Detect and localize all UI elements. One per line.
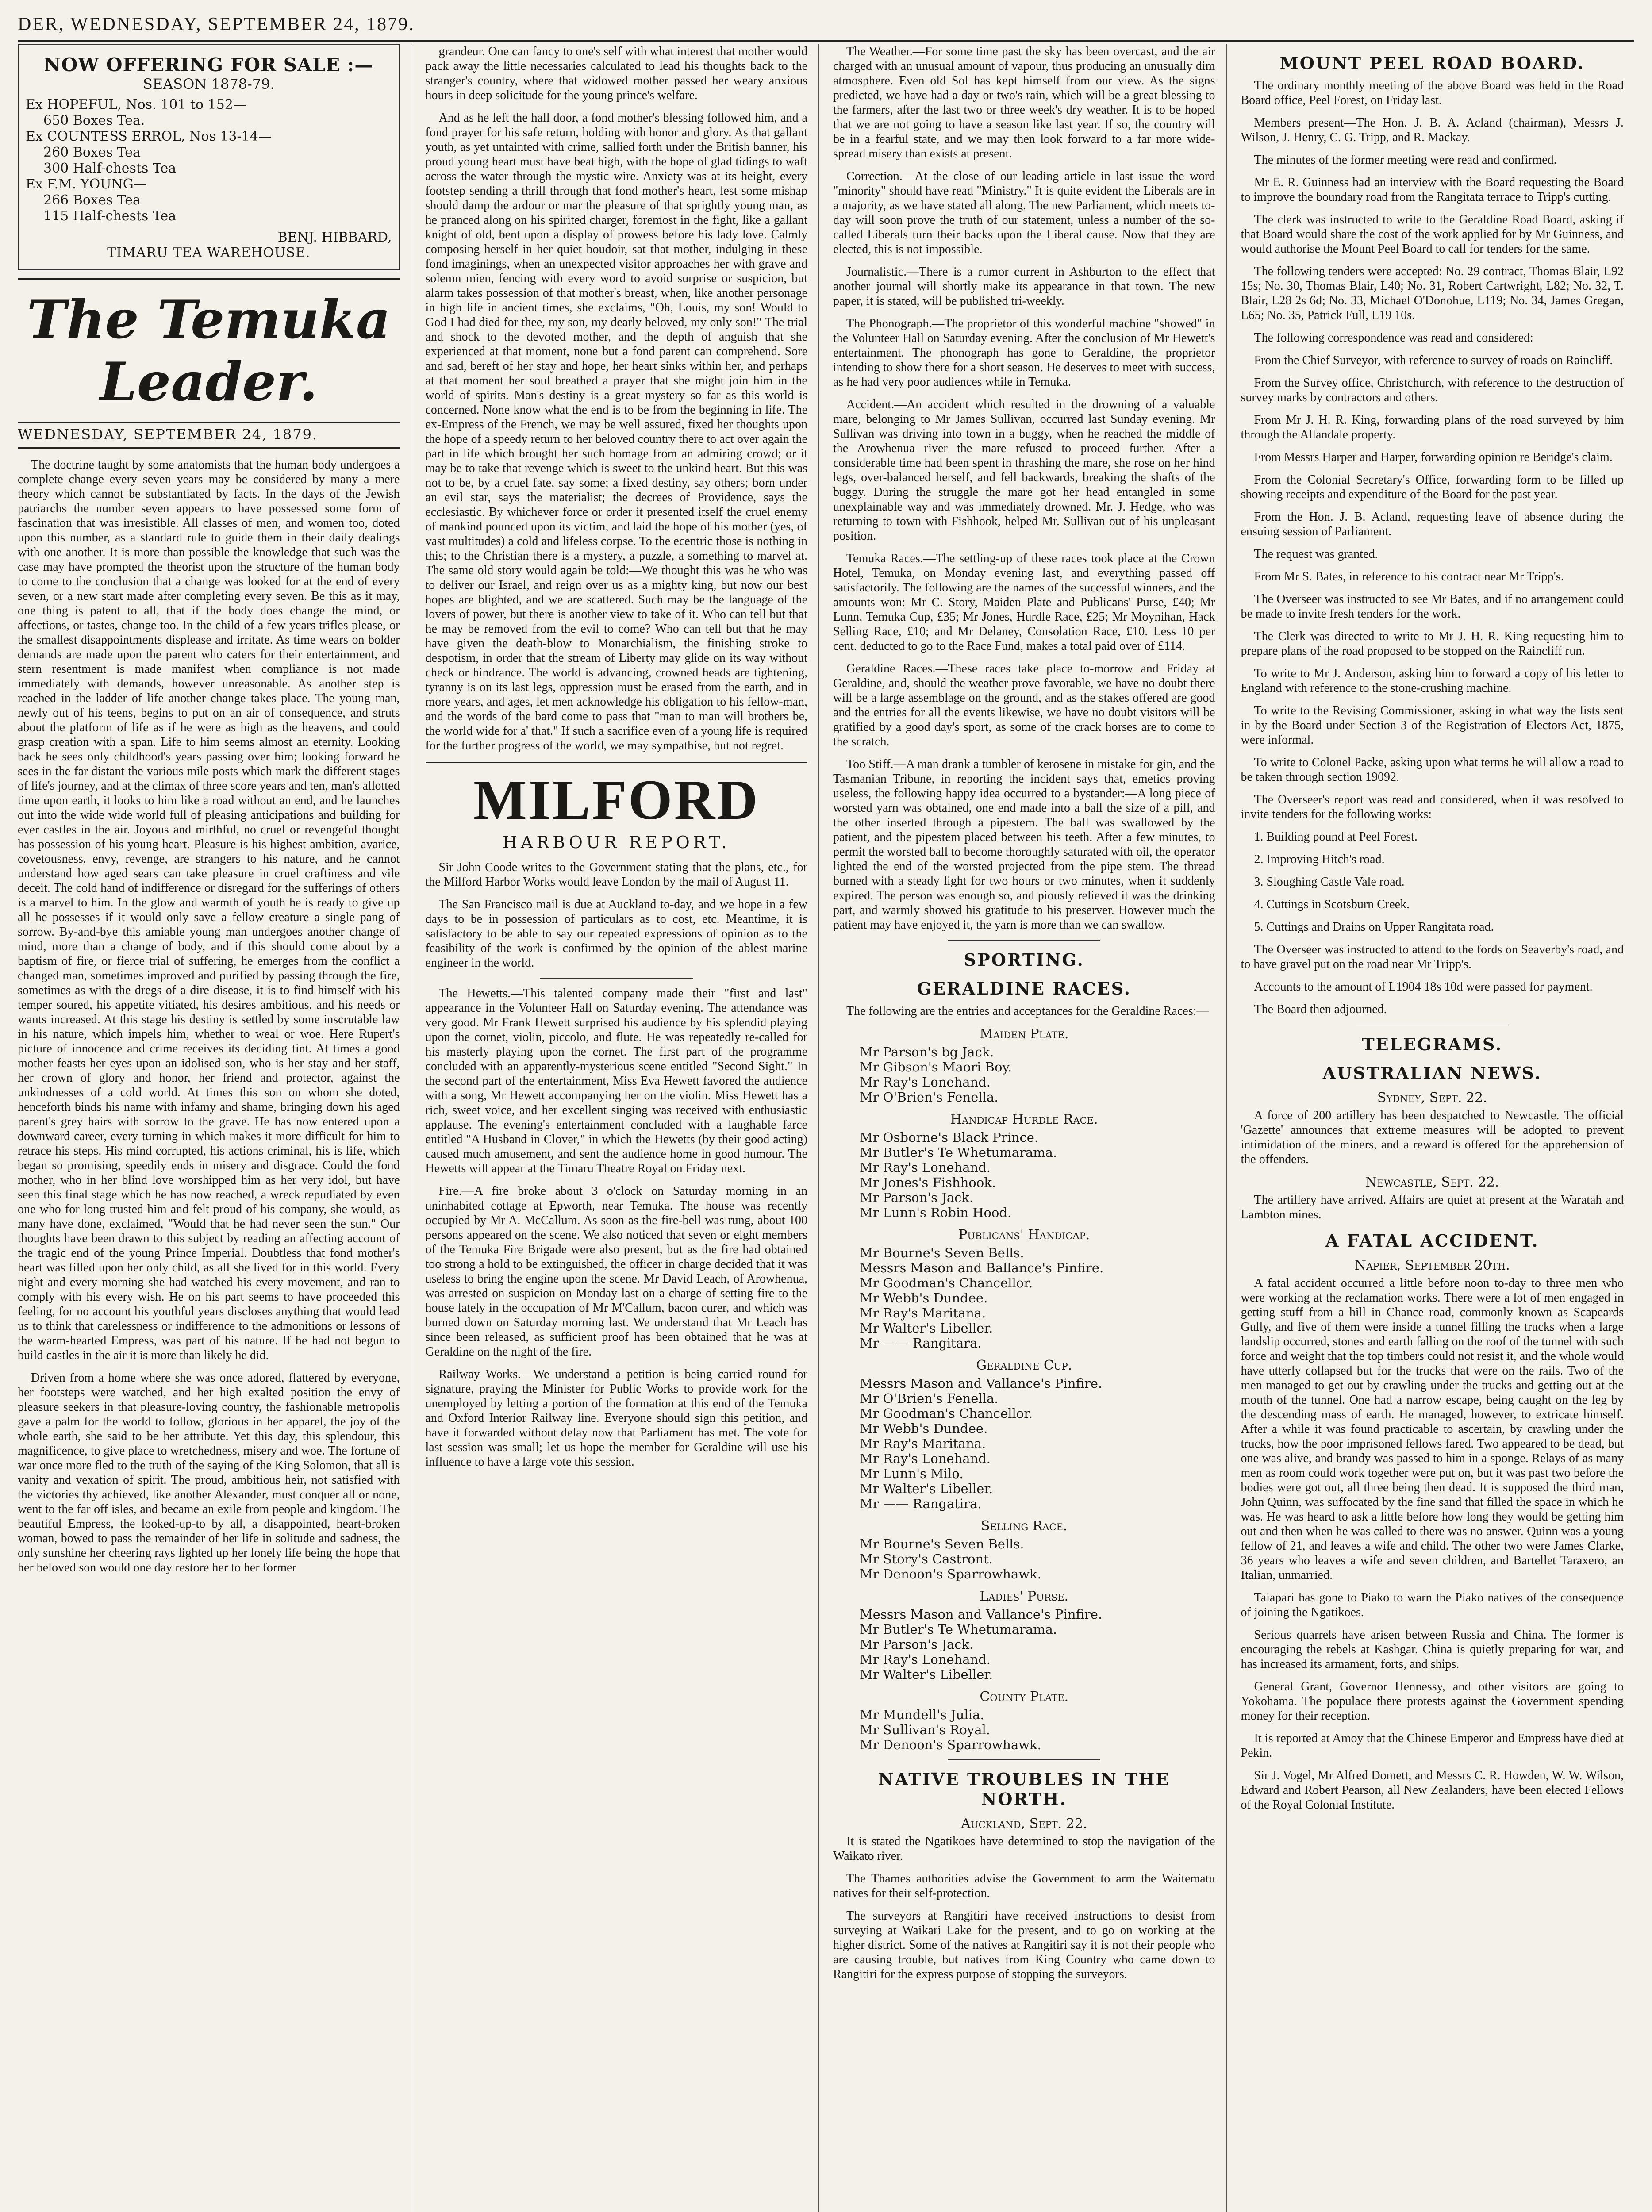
running-head-text: DER, WEDNESDAY, SEPTEMBER 24, 1879. [18, 14, 415, 35]
board-paragraph: The request was granted. [1254, 547, 1378, 561]
board-paragraph: 5. Cuttings and Drains on Upper Rangitata road. [1254, 920, 1494, 934]
board-paragraph: From the Colonial Secretary's Office, forwarding form to be filled up showing receipts and expenditure of the Board for the past year. [1241, 473, 1624, 501]
race-entry: Mr Bourne's Seven Bells. [860, 1245, 1024, 1260]
race-block [833, 1518, 1215, 1582]
leader-paragraph: The doctrine taught by some anatomists that the human body undergoes a complete change every seven years may be considered by many a mere theory which cannot be substantiated by facts. In the days of the Jewish patriarchs the number seven appears to have possessed some form of fascination that was irresistible. All classes of men, and women too, doted upon this number, as a standard rule to guide them in their daily dealings with one another. It is more than possible the knowledge that such was the case may have prompted the theorist upon the structure of the human body to come to the conclusion that a change was looked for at the end of every seven, or a new start made after completing every seven. Be this as it may, one thing is patent to all, that if the body does change the mind, or affections, or tastes, change too. In the child of a few years trifles please, or the smallest disappointments displease and irritate. As time wears on bolder demands are made upon the parent who caters for their entertainment, and stern resentment is made manifest when compliance is not made immediately with demands, however unreasonable. As another step is reached in the ladder of life another change takes place. The young man, newly out of his teens, begins to put on an air of consequence, and struts about the platform of life as if he were as high as the heavens, and could grasp creation with a span. Life to him seems almost an eternity. Looking back he sees only childhood's years passing over him; looking forward he sees in the far distant the various mile posts which mark the different stages of life's journey, and at the climax of three score years and ten, man's allotted time upon earth, it looks to him like a road without an end, and he launches out into the wide wide world full of pleasing anticipations and building for ever castles in the air. Joyous and mirthful, no cruel or revengeful thought has possession of his young heart. Pleasure is his highest ambition, avarice, covetousness, envy, revenge, are strangers to his nature, and he cannot understand how aged sears can take pleasure in cruel craftiness and vile deceit. The cold hand of indifference or disregard for the sufferings of others is a marvel to him. In the glow and warmth of youth he is ready to give up all he possesses if it would only save a fellow creature a single pang of sorrow. By-and-bye this amiable young man undergoes another change of mind, more than a change of body, and if this should come about by a baptism of fire, or fierce trial of suffering, he emerges from the conflict a changed man, sometimes improved and purified by passing through the fire, sometimes as with the dregs of a dire disease, it is to find himself with his temper soured, his appetite vitiated, his desires ambitious, and his needs or wants increased. At this stage his destiny is settled by some inscrutable law in his nature, which impels him, whether to weal or woe. Here Rupert's picture of innocence and crime receives its deciding tint. At times a good mother feasts her eyes upon an idolised son, who is her stay and her staff, her crown of glory and honor, her friend and protector, against the unkindnesses of a cold world. At times this son on whom she doted, henceforth binds his name with infamy and shame, bringing down his aged parent's grey hairs with sorrow to the grave. He has now entered upon a downward career, every turning in which makes it more difficult for him to retrace his steps. His mind corrupted, his actions criminal, his is life, which began so promising, speedily ends in misery and disgrace. Could the fond mother, who in her blind love worshipped him as her very idol, but have seen this final stage which he has now reached, a wreck repudiated by even one who for long trusted him and felt proud of his company, she would, as many have done, exclaimed, "Would that he had never seen the sun." Our thoughts have been drawn to this subject by reading an affecting account of the tragic end of the young Prince Imperial. Doubtless that fond mother's heart was filled upon her only child, as all she lived for in this world. Every night and every morning she had watched his every movement, and ran to comply with his every wish. He on his part seems to have proceeded this feeling, for no account his youthful years discloses anything that would lead us to think that carelessness or indifference to the admonitions or lessons of the warm-hearted Empress, was part of his nature. If he had not begun to build castles in the air it is more than likely he did. [18, 458, 400, 1362]
board-paragraph: 4. Cuttings in Scotsburn Creek. [1254, 898, 1410, 911]
board-paragraph: From the Hon. J. B. Acland, requesting leave of absence during the ensuing session of Parliament. [1241, 510, 1624, 538]
race-entry: Mr Mundell's Julia. [860, 1707, 984, 1722]
native-dateline: Auckland, Sept. 22. [961, 1816, 1087, 1832]
telegram-paragraph: A force of 200 artillery has been despatched to Newcastle. The official 'Gazette' announces that extreme measures will be adopted to prevent intimidation of the miners, and a reward is offered for the apprehension of the offenders. [1241, 1109, 1624, 1166]
column-2 [426, 44, 819, 2212]
advert-line: 266 Boxes Tea [43, 192, 141, 208]
board-paragraph: Mr E. R. Guinness had an interview with the Board requesting the Board to improve the boundary road from the Rangitata terrace to Tripp's cutting. [1241, 176, 1624, 204]
race-entry: Mr Denoon's Sparrowhawk. [860, 1737, 1041, 1752]
accident-paragraph: Taiapari has gone to Piako to warn the Piako natives of the consequence of joining the Ngatikoes. [1241, 1591, 1624, 1619]
board-paragraph: The Overseer's report was read and considered, when it was resolved to invite tenders for the following works: [1241, 793, 1624, 821]
column-1 [18, 44, 411, 2212]
race-entry: Mr Ray's Lonehand. [860, 1075, 991, 1090]
telegram-paragraph: The artillery have arrived. Affairs are quiet at present at the Waratah and Lambton mines. [1241, 1193, 1624, 1221]
board-paragraph: Members present—The Hon. J. B. A. Acland (chairman), Messrs J. Wilson, J. Henry, C. G. Tripp, and R. Mackay. [1241, 116, 1624, 144]
board-paragraph: The Overseer was instructed to attend to the fords on Seaverby's road, and to have gravel put on the road near Mr Tripp's. [1241, 943, 1624, 971]
sporting-title: SPORTING. [964, 950, 1084, 970]
board-paragraph: The minutes of the former meeting were read and confirmed. [1254, 153, 1557, 167]
race-name: Maiden Plate. [980, 1026, 1069, 1042]
tea-advert [18, 44, 400, 270]
masthead-date: WEDNESDAY, SEPTEMBER 24, 1879. [18, 426, 400, 449]
race-entry: Messrs Mason and Ballance's Pinfire. [860, 1260, 1104, 1275]
news-paragraph: Correction.—At the close of our leading article in last issue the word "minority" should have read "Ministry." It is quite evident the Liberals are in a majority, as we have stated all along. The new Parliament, which meets to-day will soon prove the truth of our statement, unless a number of the so-called Liberals turn their backs upon the Liberal cause. Now that they are elected, this is not impossible. [833, 169, 1215, 256]
leader-paragraph: grandeur. One can fancy to one's self with what interest that mother would pack away the little necessaries calculated to lead his thoughts back to the stranger's country, where that widowed mother passed her weary anxious hours in deep solicitude for the young prince's welfare. [425, 45, 807, 102]
board-paragraph: 2. Improving Hitch's road. [1254, 853, 1385, 866]
masthead-title: The Temuka Leader. [18, 278, 400, 423]
column-3 [833, 44, 1227, 2212]
race-block [833, 1689, 1215, 1752]
race-entry: Mr O'Brien's Fenella. [860, 1391, 999, 1406]
running-head [18, 9, 1634, 42]
native-troubles-title: NATIVE TROUBLES IN THE NORTH. [878, 1769, 1170, 1809]
race-block [833, 1358, 1215, 1511]
race-name: Geraldine Cup. [976, 1358, 1072, 1373]
native-paragraph: The surveyors at Rangitiri have received instructions to desist from surveying at Waikari Lake for the present, and to go on working at the higher district. Some of the natives at Rangitiri say it is not their people who are causing trouble, but natives from King Country who came down to Rangitiri for the express purpose of stopping the surveyors. [833, 1909, 1215, 1981]
board-paragraph: 1. Building pound at Peel Forest. [1254, 830, 1418, 844]
race-entry: Mr Butler's Te Whetumarama. [860, 1622, 1057, 1637]
advert-signature: BENJ. HIBBARD, [277, 230, 392, 245]
race-entry: Mr Lunn's Robin Hood. [860, 1205, 1012, 1220]
race-entry: Messrs Mason and Vallance's Pinfire. [860, 1607, 1103, 1622]
race-block [833, 1589, 1215, 1682]
accident-paragraph: Serious quarrels have arisen between Russia and China. The former is encouraging the rebels at Kashgar. China is quietly preparing for war, and has increased its armament, forts, and ships. [1241, 1628, 1624, 1671]
advert-line: 115 Half-chests Tea [43, 208, 177, 224]
accident-paragraph: It is reported at Amoy that the Chinese Emperor and Empress have died at Pekin. [1241, 1732, 1624, 1760]
race-entry: Mr Parson's bg Jack. [860, 1045, 994, 1060]
race-entry: Mr O'Brien's Fenella. [860, 1090, 999, 1105]
race-block [833, 1026, 1215, 1105]
board-paragraph: 3. Sloughing Castle Vale road. [1254, 875, 1405, 889]
divider [948, 1759, 1100, 1760]
board-paragraph: The Board then adjourned. [1254, 1002, 1387, 1016]
accident-paragraph: General Grant, Governor Hennessy, and other visitors are going to Yokohama. The populace there protests against the Government spending money for their reception. [1241, 1680, 1624, 1723]
accident-paragraph: Sir J. Vogel, Mr Alfred Domett, and Messrs C. R. Howden, W. W. Wilson, Edward and Robert Pearson, all New Zealanders, have been elected Fellows of the Royal Colonial Institute. [1241, 1769, 1624, 1812]
news-paragraph: The Phonograph.—The proprietor of this wonderful machine "showed" in the Volunteer Hall on Saturday evening. After the conclusion of Mr Hewett's entertainment. The phonograph has gone to Geraldine, the proprietor intending to show there for a short season. He deserves to meet with success, as he had very poor audiences while in Temuka. [833, 317, 1215, 389]
milford-paragraph: Sir John Coode writes to the Government stating that the plans, etc., for the Milford Harbor Works would leave London by the mail of August 11. [425, 860, 807, 889]
race-entry: Mr Goodman's Chancellor. [860, 1406, 1033, 1421]
race-entry: Mr Sullivan's Royal. [860, 1722, 991, 1737]
news-paragraph: The Weather.—For some time past the sky has been overcast, and the air charged with an unusual amount of vapour, thus producing an unusually dim atmosphere. Even old Sol has kept himself from our view. As the signs predicted, we have had a day or two's rain, which will be a great blessing to the farmers, after the last two or three week's dry weather. It is to be hoped that we are not going to have a season like last year. If so, the country will be in a fearful state, and we may then look forward to a far more wide-spread misery than exists at present. [833, 45, 1215, 161]
column-4 [1241, 44, 1635, 2212]
race-name: Ladies' Purse. [980, 1589, 1069, 1604]
telegrams-title: TELEGRAMS. [1362, 1034, 1503, 1054]
road-board-title: MOUNT PEEL ROAD BOARD. [1279, 53, 1585, 73]
news-paragraph: Temuka Races.—The settling-up of these races took place at the Crown Hotel, Temuka, on Monday evening last, and everything passed off satisfactorily. The following are the names of the successful winners, and the amounts won: Mr C. Story, Maiden Plate and Publicans' Purse, £40; Mr Lunn, Temuka Cup, £35; Mr Jones, Hurdle Race, £25; Mr Moynihan, Hack Selling Race, £10; and Mr Delaney, Consolation Race, £10. Less 10 per cent. deducted to go to the Race Fund, makes a total paid over of £114. [833, 552, 1215, 653]
race-entry: Mr Butler's Te Whetumarama. [860, 1145, 1057, 1160]
advert-line: 650 Boxes Tea. [43, 113, 145, 128]
native-paragraph: The Thames authorities advise the Government to arm the Waitematu natives for their self-protection. [833, 1872, 1215, 1900]
news-paragraph: Accident.—An accident which resulted in the drowning of a valuable mare, belonging to Mr James Sullivan, occurred last Sunday evening. Mr Sullivan was driving into town in a buggy, when he reached the middle of the Arowhenua river the mare refused to proceed further. After a considerable time had been spent in thrashing the mare, she rose on her hind legs, over-balanced herself, and fell backwards, breaking the shafts of the buggy. During the struggle the mare got her head entangled in some unexplainable way and was immediately drowned. Mr. J. Hedge, who was returning to town with Fishhook, helped Mr. Sullivan out of his unpleasant position. [833, 398, 1215, 543]
board-paragraph: To write to the Revising Commissioner, asking in what way the lists sent in by the Board under Section 3 of the Registration of Electors Act, 1875, were informal. [1241, 704, 1624, 747]
board-paragraph: To write to Colonel Packe, asking upon what terms he will allow a road to be taken through section 19092. [1241, 756, 1624, 784]
race-entry: Mr Ray's Maritana. [860, 1306, 986, 1321]
race-entry: Mr Lunn's Milo. [860, 1466, 964, 1481]
news-paragraph: The Hewetts.—This talented company made their "first and last" appearance in the Volunteer Hall on Saturday evening. The attendance was very good. Mr Frank Hewett surprised his audience by his splendid playing upon the cornet, violin, piccolo, and flute. He was repeatedly re-called for his masterly playing upon the cornet. The first part of the programme concluded with an apparently-mysterious scene entitled "Second Sight." In the second part of the entertainment, Miss Eva Hewett favored the audience with a song, Mr Hewett accompanying her on the violin. Miss Hewett has a rich, sweet voice, and her excellent singing was received with enthusiastic applause. The evening's entertainment concluded with a laughable farce entitled "A Husband in Clover," in which the Hewetts (by their good acting) caused much amusement, and sent the audience home in good humour. The Hewetts will appear at the Timaru Theatre Royal on Friday next. [425, 987, 807, 1175]
board-paragraph: The Clerk was directed to write to Mr J. H. R. King requesting him to prepare plans of the road proposed to be stopped on the Raincliff run. [1241, 630, 1624, 658]
advert-line: 300 Half-chests Tea [43, 161, 177, 176]
board-paragraph: Accounts to the amount of L1904 18s 10d were passed for payment. [1254, 980, 1593, 994]
race-entry: Mr —— Rangitara. [860, 1336, 982, 1351]
race-entry: Mr Denoon's Sparrowhawk. [860, 1567, 1041, 1582]
news-paragraph: Fire.—A fire broke about 3 o'clock on Saturday morning in an uninhabited cottage at Epworth, near Temuka. The house was recently occupied by Mr A. McCallum. As soon as the fire-bell was rung, about 100 persons appeared on the scene. We also noticed that seven or eight members of the Temuka Fire Brigade were also present, but as the fire had obtained too strong a hold to be extinguished, the officer in charge decided that it was useless to bring the engine upon the scene. Mr David Leach, of Arowhenua, was arrested on suspicion on Monday last on a charge of setting fire to the house lately in the occupation of Mr M'Callum, bacon curer, and which was burned down on Saturday morning last. We understand that Mr Leach has since been released, as sufficient proof has been obtained that he was at Geraldine on the night of the fire. [425, 1184, 807, 1359]
race-entry: Messrs Mason and Vallance's Pinfire. [860, 1376, 1103, 1391]
race-entry: Mr Webb's Dundee. [860, 1421, 988, 1436]
race-entry: Mr —— Rangatira. [860, 1496, 982, 1511]
divider [540, 978, 693, 979]
race-block [833, 1112, 1215, 1220]
leader-paragraph: And as he left the hall door, a fond mother's blessing followed him, and a fond prayer for his safe return, holding with honor and glory. As that gallant youth, as yet untainted with crime, sallied forth under the British banner, his proud young heart must have beat high, with the hope of glad tidings to waft across the water through the mystic wire. Anxiety was at its height, every footstep sending a thrill through that fond mother's heart, lest some mishap should damp the ardour or mar the pleasure of that sprightly young man, as he pranced along on his spirited charger, foremost in the fight, like a gallant knight of old, bent upon a display of prowess before his lady love. Calmly composing herself in her quiet boudoir, sat that mother, indulging in these fond imaginings, when an unexpected visitor approaches her with grave and solemn mien, fencing with every word to avoid surprise or suspicion, but alarm takes possession of that mother's breast, when, like another personage in high life in ancient times, she exclaims, "Oh, Louis, my son! Would to God I had died for thee, my son, my dearly beloved, my only son!" The trial and shock to the devoted mother, and the depth of anguish that she experienced at that moment, none but a fond parent can comprehend. Sore and sad, bereft of her stay and hope, her heart sinks within her, and perhaps at that moment her soul breathed a prayer that she might join him in the world of spirits. Man's destiny is a great mystery so far as this world is concerned. None know what the end is to be from the beginning in life. The ex-Empress of the French, we may be well assured, fixed her thoughts upon the hope of a speedy return to her beloved country there to act over again the part in life which brought her such homage from an admiring crowd; or it may be to take that revenge which is sweet to the unkind heart. But this was not to be, by a cruel fate, say some; a fixed destiny, say others; born under an evil star, says the materialist; the decrees of Providence, says the ecclesiastic. By whichever force or order it presented itself the cruel enemy of mankind pounced upon its victim, and laid the hope of his mother (yes, of vast multitudes) a cold and lifeless corpse. To the ecentric those is nothing in this; to the Christian there is a mystery, a puzzle, a something to marvel at. The same old story would again be told:—We thought this was he who was to deliver our Israel, and reign over us as a mighty king, but now our best hopes are blighted, and we are scattered. Such may be the language of the lovers of power, but there is another view to take of it. Who can tell but that he may be removed from the evil to come? Who can tell but that he may have given the death-blow to Monarchialism, the finishing stroke to despotism, in order that the stream of Liberty may glide on its way without check or hindrance. The world is advancing, crowned heads are tightening, tyranny is on its last legs, oppression must be erased from the earth, and in more years, and ages, let men acknowledge his obligation to his fellow-man, and the words of the bard come to pass that "man to man will brothers be, the world wide for a' that." If such a sacrifice even of a young life is required for the further progress of the world, we may sympathise, but not regret. [425, 111, 807, 753]
milford-title: MILFORD [426, 762, 808, 833]
accident-dateline: Napier, September 20th. [1354, 1258, 1510, 1273]
race-entry: Mr Walter's Libeller. [860, 1667, 993, 1682]
race-entry: Mr Parson's Jack. [860, 1190, 974, 1205]
race-entry: Mr Bourne's Seven Bells. [860, 1536, 1024, 1551]
telegram-dateline: Sydney, Sept. 22. [1377, 1090, 1487, 1106]
news-paragraph: Railway Works.—We understand a petition is being carried round for signature, praying the Minister for Public Works to provide work for the unemployed by letting a portion of the formation at this end of the Temuka and Oxford Interior Railway line. Everyone should sign this petition, and have it forwarded without delay now that Parliament has met. The vote for last session was small; let us hope the member for Geraldine will use his influence to have a large vote this session. [425, 1367, 807, 1469]
news-paragraph: Journalistic.—There is a rumor current in Ashburton to the effect that another journal will shortly make its appearance in that town. The new paper, it is stated, will be published tri-weekly. [833, 265, 1215, 308]
board-paragraph: The ordinary monthly meeting of the above Board was held in the Road Board office, Peel Forest, on Friday last. [1241, 79, 1624, 107]
divider [948, 940, 1100, 941]
races-title: GERALDINE RACES. [917, 979, 1131, 998]
board-paragraph: From the Chief Surveyor, with reference to survey of roads on Raincliff. [1254, 353, 1613, 367]
race-name: Selling Race. [981, 1518, 1068, 1534]
board-paragraph: To write to Mr J. Anderson, asking him to forward a copy of his letter to England with reference to the stone-crushing machine. [1241, 667, 1624, 695]
board-paragraph: From Mr S. Bates, in reference to his contract near Mr Tripp's. [1254, 570, 1564, 584]
advert-line: Ex F.M. YOUNG— [26, 177, 147, 192]
board-paragraph: The following tenders were accepted: No. 29 contract, Thomas Blair, L92 15s; No. 30, Thomas Blair, L40; No. 31, Robert Cartwright, L82; No. 32, T. Blair, L28 2s 6d; No. 33, Michael O'Donohue, L119; No. 34, James Gregan, L65; No. 35, Patrick Full, L19 10s. [1241, 265, 1624, 322]
news-paragraph: Too Stiff.—A man drank a tumbler of kerosene in mistake for gin, and the Tasmanian Tribune, in reporting the incident says that, emetics proving useless, the following happy idea occurred to a bystander:—A long piece of worsted yarn was obtained, one end made into a ball the size of a pill, and the other inserted through a pipestem. The ball was swallowed by the patient, and the pipestem placed between his teeth. After a few minutes, to permit the worsted ball to become thoroughly saturated with oil, the operator lighted the end of the worsted projected from the pipe stem. The thread burned with a steady light for two hours or two minutes, when it suddenly expired. The person was enough so, and piously relieved it was the drinking part, and warmly showed his gratitude to his preserver. However much the patient may have enjoyed it, the yarn is more than we can swallow. [833, 757, 1215, 932]
advert-warehouse: TIMARU TEA WAREHOUSE. [107, 245, 311, 261]
news-paragraph: Geraldine Races.—These races take place to-morrow and Friday at Geraldine, and, should the weather prove favorable, we have no doubt there will be a large assemblage on the ground, and as the stakes offered are good and the entries for all the events likewise, we have no doubt visitors will be gratified by a good day's sport, as some of the crack horses are to come to the scratch. [833, 662, 1215, 749]
board-paragraph: The clerk was instructed to write to the Geraldine Road Board, asking if that Board would share the cost of the work applied for by Mr Guinness, and would authorise the Mount Peel Board to call for tenders for the same. [1241, 213, 1624, 256]
race-name: Handicap Hurdle Race. [950, 1112, 1098, 1127]
native-paragraph: It is stated the Ngatikoes have determined to stop the navigation of the Waikato river. [833, 1835, 1215, 1863]
race-name: Publicans' Handicap. [958, 1227, 1090, 1243]
advert-line: Ex COUNTESS ERROL, Nos 13-14— [26, 129, 272, 144]
leader-paragraph: Driven from a home where she was once adored, flattered by everyone, her footsteps were watched, and her high exalted position the envy of pleasure seekers in that pleasure-loving country, the fashionable metropolis gave a palm for the world to follow, glorious in her apparel, the joy of the whole earth, she said to be her attribute. Yet this day, this splendour, this magnificence, to give place to wretchedness, misery and woe. The fortune of war once more fled to the truth of the saying of the King Solomon, that all is vanity and vexation of spirit. The proud, ambitious heir, not satisfied with the victories thy achieved, like another Alexander, must conquer all or none, went to the far off isles, and became an exile from people and kingdom. The beautiful Empress, the looked-up-to by all, a disappointed, heart-broken woman, bowed to pass the remainder of her life in solitude and sadness, the only sunshine her cheering rays lighted up her lonely life being the hope that her beloved son would one day restore her to her former [18, 1371, 400, 1575]
milford-paragraph: The San Francisco mail is due at Auckland to-day, and we hope in a few days to be in possession of particulars as to cost, etc. Meantime, it is satisfactory to be able to say our repeated expressions of opinion as to the feasibility of the work is confirmed by the opinion of the ablest marine engineer in the world. [425, 898, 807, 970]
fatal-accident-title: A FATAL ACCIDENT. [1325, 1231, 1539, 1251]
race-name: County Plate. [980, 1689, 1069, 1705]
accident-paragraph: A fatal accident occurred a little before noon to-day to three men who were working at the reclamation works. There were a lot of men engaged in getting stuff from a hill in Chance road, commonly known as Scapeards Gully, and five of them were inside a tunnel filling the trucks when a large landslip occurred, stones and earth falling on the roof of the tunnel with such force and weight that the top timbers could not resist it, and the whole would have utterly collapsed but for the trucks that were on the rails. Two of the men managed to get out by crawling under the trucks and getting out at the mouth of the tunnel. One had a narrow escape, being caught on the leg by the descending mass of earth. He managed, however, to extricate himself. After a while it was found practicable to ascertain, by crawling under the trucks, how the poor imprisoned fellows fared. Two appeared to be dead, but one was alive, and brandy was passed to him in a sponge. Relays of as many men as room could work together were put on, but it was past two before the bodies were got out, all three being then dead. It is supposed the third man, John Quinn, was suffocated by the fine sand that filled the space in which he was. He was heard to ask a little before how long they would be getting him out and then when he was called to there was no answer. Quinn was a young fellow of 21, and leaves a wife and child. The other two were James Clarke, 36 years who leaves a wife and seven children, and Bartellet Taraxero, an Italian, unmarried. [1241, 1276, 1624, 1582]
advert-line: 260 Boxes Tea [43, 145, 141, 160]
races-intro: The following are the entries and acceptances for the Geraldine Races:— [846, 1004, 1209, 1018]
race-entry: Mr Ray's Maritana. [860, 1436, 986, 1451]
advert-heading: NOW OFFERING FOR SALE :— [44, 54, 374, 76]
race-entry: Mr Walter's Libeller. [860, 1321, 993, 1336]
telegram-dateline: Newcastle, Sept. 22. [1365, 1175, 1499, 1190]
race-entry: Mr Ray's Lonehand. [860, 1160, 991, 1175]
race-entry: Mr Jones's Fishhook. [860, 1175, 996, 1190]
milford-subtitle: HARBOUR REPORT. [502, 833, 730, 852]
race-entry: Mr Osborne's Black Prince. [860, 1130, 1039, 1145]
race-entry: Mr Goodman's Chancellor. [860, 1275, 1033, 1290]
advert-line: Ex HOPEFUL, Nos. 101 to 152— [26, 97, 246, 112]
race-entry: Mr Ray's Lonehand. [860, 1652, 991, 1667]
race-entry: Mr Story's Castront. [860, 1551, 993, 1567]
race-entry: Mr Ray's Lonehand. [860, 1451, 991, 1466]
race-entry: Mr Parson's Jack. [860, 1637, 974, 1652]
board-paragraph: From the Survey office, Christchurch, with reference to the destruction of survey marks by contractors and others. [1241, 376, 1624, 404]
race-entry: Mr Webb's Dundee. [860, 1290, 988, 1306]
advert-lines [26, 97, 392, 224]
board-paragraph: The Overseer was instructed to see Mr Bates, and if no arrangement could be made to invite fresh tenders for the work. [1241, 592, 1624, 621]
board-paragraph: From Mr J. H. R. King, forwarding plans of the road surveyed by him through the Allandale property. [1241, 413, 1624, 442]
race-entry: Mr Gibson's Maori Boy. [860, 1060, 1012, 1075]
australian-news-title: AUSTRALIAN NEWS. [1322, 1063, 1542, 1083]
race-entry: Mr Walter's Libeller. [860, 1481, 993, 1496]
advert-subheading: SEASON 1878-79. [142, 76, 275, 92]
board-paragraph: From Messrs Harper and Harper, forwarding opinion re Beridge's claim. [1254, 450, 1613, 464]
race-block [833, 1227, 1215, 1351]
columns [18, 44, 1634, 2212]
board-paragraph: The following correspondence was read and considered: [1254, 331, 1533, 345]
